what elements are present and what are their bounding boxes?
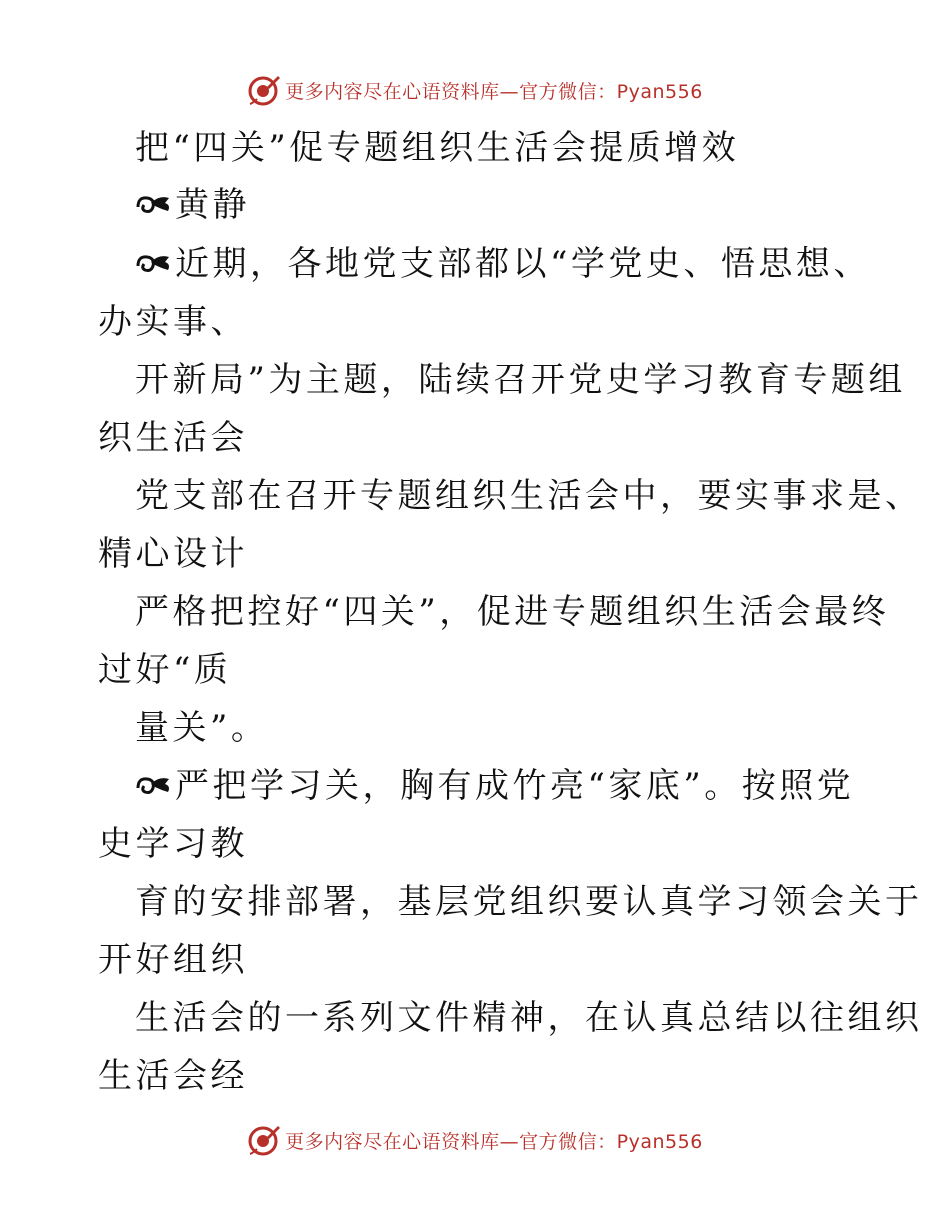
paragraph-line: 近期，各地党支部都以“学党史、悟思想、 (135, 244, 871, 284)
flourish-bullet-icon (135, 248, 173, 278)
writing-hand-logo-icon (247, 1123, 281, 1157)
footer-banner (0, 1120, 950, 1160)
author-line (135, 185, 250, 225)
paragraph-line: 严格把控好“四关”，促进专题组织生活会最终 (135, 592, 890, 632)
header-banner-text: 更多内容尽在心语资料库—官方微信：Pyan556 (285, 80, 703, 103)
footer-banner-text: 更多内容尽在心语资料库—官方微信：Pyan556 (285, 1130, 703, 1153)
paragraph-line: 严把学习关，胸有成竹亮“家底”。按照党 (135, 766, 854, 806)
paragraph-line: 育的安排部署，基层党组织要认真学习领会关于 (135, 882, 923, 922)
flourish-bullet-icon (135, 189, 173, 219)
document-title: 把“四关”促专题组织生活会提质增效 (135, 128, 740, 168)
paragraph-line: 精心设计 (98, 534, 248, 574)
paragraph-line: 生活会经 (98, 1056, 248, 1096)
flourish-bullet-icon (135, 770, 173, 800)
paragraph-line: 开新局”为主题，陆续召开党史学习教育专题组 (135, 360, 906, 400)
paragraph-line: 生活会的一系列文件精神，在认真总结以往组织 (135, 998, 923, 1038)
paragraph-line: 办实事、 (98, 302, 248, 342)
paragraph-line: 过好“质 (98, 650, 232, 690)
paragraph-line: 织生活会 (98, 418, 248, 458)
paragraph-line: 史学习教 (98, 824, 248, 864)
paragraph-line: 党支部在召开专题组织生活会中，要实事求是、 (135, 476, 923, 516)
author-name: 黄静 (175, 185, 250, 225)
paragraph-line: 开好组织 (98, 940, 248, 980)
paragraph-line: 量关”。 (135, 708, 269, 748)
